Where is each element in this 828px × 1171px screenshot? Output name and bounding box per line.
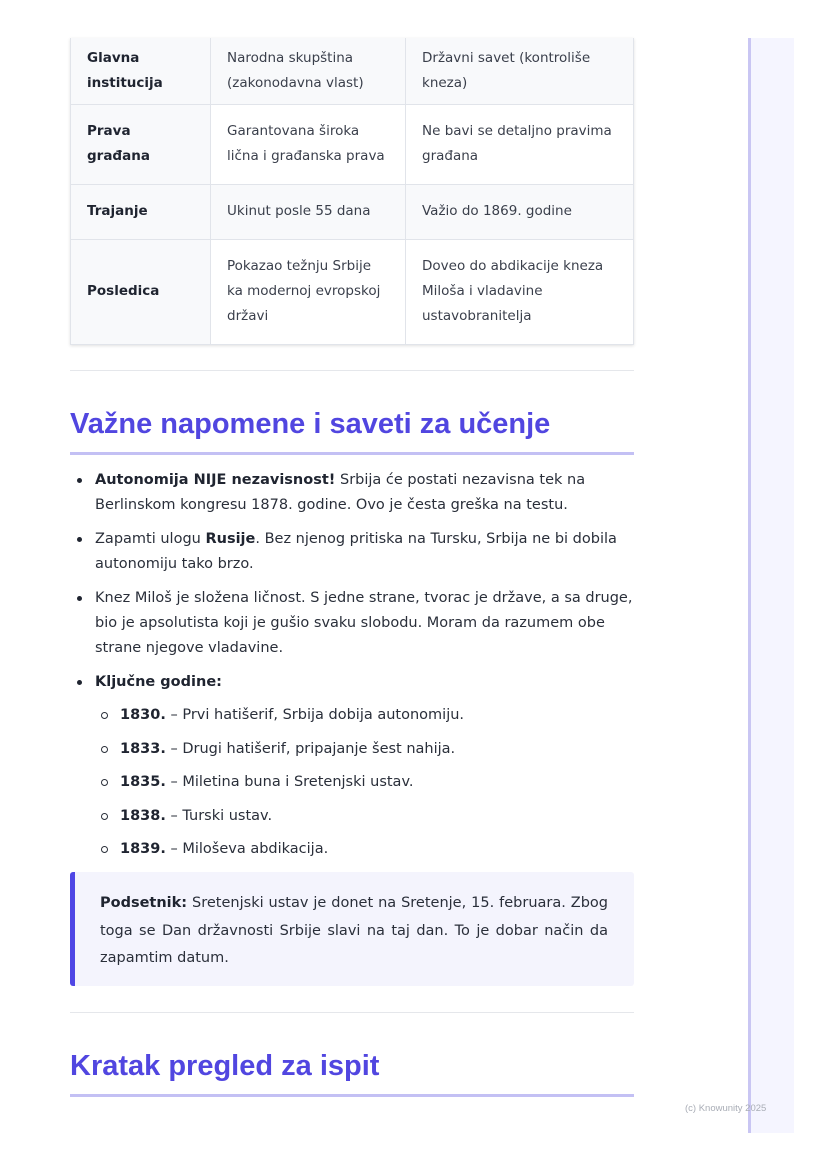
year: 1838.: [120, 807, 166, 824]
footer-copyright: (c) Knowunity 2025: [685, 1103, 767, 1114]
table-row: [71, 184, 634, 239]
note-text: Sretenjski ustav je donet na Sretenje, 15. februara. Zbog toga se Dan državnosti Srbije slavi na taj dan. To je dobar način da zapamtim datum.: [100, 895, 608, 966]
row-header: Glavna institucija: [71, 38, 211, 104]
year-text: – Miletina buna i Sretenjski ustav.: [165, 774, 414, 791]
item-text: Knez Miloš je složena ličnost. S jedne strane, tvorac je države, a sa druge, bio je apsolutista koji je gušio svaku slobodu. Moram da razumem obe strane njegove vladavine.: [95, 590, 633, 656]
list-item: [120, 737, 655, 762]
bold-text: Rusije: [205, 531, 256, 547]
comparison-table: [70, 38, 634, 345]
list-item: [120, 703, 655, 728]
section-heading-review: Kratak pregled za ispit: [70, 1047, 634, 1097]
list-item: [120, 837, 655, 862]
side-panel: [748, 38, 794, 1133]
list-item: [120, 770, 655, 795]
section-divider: [70, 370, 634, 371]
table-cell: Narodna skupština (zakonodavna vlast): [211, 38, 406, 104]
tips-list: [70, 468, 655, 871]
section-heading-tips: Važne napomene i saveti za učenje: [70, 405, 634, 455]
year-text: – Prvi hatišerif, Srbija dobija autonomiju.: [165, 707, 465, 724]
table-cell: Ne bavi se detaljno pravima građana: [406, 104, 634, 184]
item-text: Zapamti ulogu: [95, 531, 206, 547]
table-cell: Garantovana široka lična i građanska prava: [211, 104, 406, 184]
table-row: [71, 104, 634, 184]
bold-text: Autonomija NIJE nezavisnost!: [95, 472, 336, 488]
bold-text: Ključne godine:: [95, 674, 222, 690]
list-item: [95, 468, 655, 518]
table-cell: Ukinut posle 55 dana: [211, 184, 406, 239]
item-text: Srbija će postati nezavisna tek na Berlinskom kongresu 1878. godine. Ovo je česta greška na testu.: [95, 472, 586, 513]
section-divider: [70, 1012, 634, 1013]
year: 1830.: [120, 707, 166, 724]
item-text: . Bez njenog pritiska na Tursku, Srbija ne bi dobila autonomiju tako brzo.: [95, 531, 617, 572]
year: 1833.: [120, 740, 166, 757]
year-text: – Turski ustav.: [165, 807, 273, 824]
list-item: [95, 670, 655, 862]
row-header: Trajanje: [71, 184, 211, 239]
key-years-list: [95, 703, 655, 862]
table-cell: Doveo do abdikacije kneza Miloša i vladavine ustavobranitelja: [406, 239, 634, 344]
year: 1839.: [120, 840, 166, 857]
row-header: Posledica: [71, 239, 211, 344]
table-cell: Pokazao težnju Srbije ka modernoj evropskoj državi: [211, 239, 406, 344]
note-label: Podsetnik:: [100, 895, 188, 911]
list-item: [95, 586, 655, 661]
year-text: – Drugi hatišerif, pripajanje šest nahija.: [165, 740, 456, 757]
table-row: [71, 239, 634, 344]
list-item: [95, 527, 655, 577]
year: 1835.: [120, 774, 166, 791]
table-row: [71, 38, 634, 104]
list-item: [120, 804, 655, 829]
row-header: Prava građana: [71, 104, 211, 184]
table-cell: Državni savet (kontroliše kneza): [406, 38, 634, 104]
reminder-note: [70, 872, 634, 986]
table-cell: Važio do 1869. godine: [406, 184, 634, 239]
year-text: – Miloševa abdikacija.: [165, 840, 329, 857]
